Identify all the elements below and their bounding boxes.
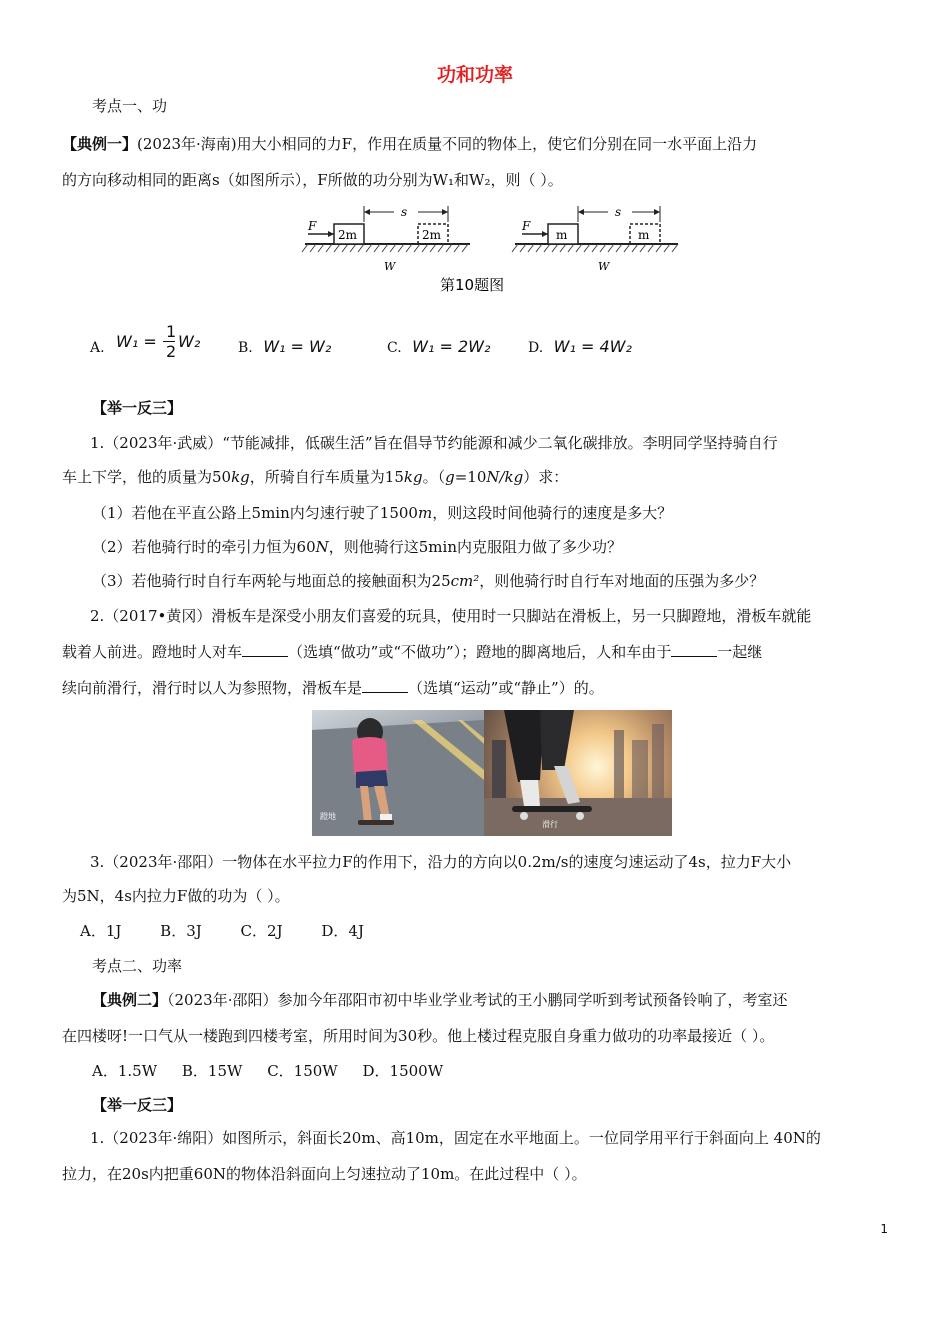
block-2m-end-label: 2m xyxy=(422,228,442,242)
option-a-denominator: 2 xyxy=(166,342,177,361)
option-a-letter: A. xyxy=(90,340,105,356)
section-heading-work: 考点一、功 xyxy=(92,97,168,115)
q3-option-a: A．1J xyxy=(80,922,122,940)
force-label-left: F xyxy=(308,219,317,233)
practice2-line2: 拉力，在20s内把重60N的物体沿斜面向上匀速拉动了10m。在此过程中（ ）。 xyxy=(62,1165,587,1183)
example2-text1: （2023年·邵阳）参加今年邵阳市初中毕业学业考试的王小鹏同学听到考试预备铃响了，考室还 xyxy=(167,991,788,1009)
force-label-right: F xyxy=(522,219,531,233)
distance-label-left: s xyxy=(401,205,408,219)
photo-glide xyxy=(484,710,672,836)
option-b-formula: W₁ = W₂ xyxy=(263,337,332,356)
q1-line2: 车上下学，他的质量为50kg，所骑自行车质量为15kg。（g=10N/kg）求： xyxy=(62,468,569,486)
block-2m-start-label: 2m xyxy=(338,228,358,242)
q3-option-c: C．2J xyxy=(240,922,283,940)
example2-option-c: C．150W xyxy=(267,1062,338,1080)
example2-options xyxy=(92,1061,443,1081)
q3-option-b: B．3J xyxy=(160,922,202,940)
example2-line1 xyxy=(92,990,787,1010)
option-b-letter: B. xyxy=(238,340,253,356)
option-a-formula-left: W₁ = xyxy=(116,332,157,351)
q1-line1: 1.（2023年·武威）“节能减排，低碳生活”旨在倡导节约能源和减少二氧化碳排放。李明同学坚持骑自行 xyxy=(90,434,778,452)
q2-line1: 2.（2017•黄冈）滑板车是深受小朋友们喜爱的玩具，使用时一只脚站在滑板上，另一只脚蹬地，滑板车就能 xyxy=(90,607,812,625)
option-d-formula: W₁ = 4W₂ xyxy=(553,337,632,356)
example1-tag: 【典例一】 xyxy=(62,135,138,153)
q3-options xyxy=(80,921,364,941)
option-c-letter: C. xyxy=(387,340,402,356)
work-label-right: W xyxy=(598,260,610,273)
figure-caption: 第10题图 xyxy=(440,276,505,294)
page-number: 1 xyxy=(880,1222,888,1236)
q2-line2: 载着人前进。蹬地时人对车 （选填“做功”或“不做功”）；蹬地的脚离地后，人和车由于 一起继 xyxy=(62,643,763,661)
answer-blank-1[interactable] xyxy=(242,642,288,657)
example2-option-b: B．15W xyxy=(181,1062,243,1080)
q2-line3: 续向前滑行，滑行时以人为参照物，滑板车是 （选填“运动”或“静止”）的。 xyxy=(62,679,604,697)
distance-label-right: s xyxy=(615,205,622,219)
q3-line2: 为5N，4s内拉力F做的功为（ ）。 xyxy=(62,887,290,905)
q3-option-d: D．4J xyxy=(321,922,364,940)
block-m-end-label: m xyxy=(638,228,650,242)
example2-line2: 在四楼呀!一口气从一楼跑到四楼考室，所用时间为30秒。他上楼过程克服自身重力做功的功率最接近（ ）。 xyxy=(62,1027,775,1045)
example2-option-a: A．1.5W xyxy=(92,1062,158,1080)
example1-figure xyxy=(300,200,680,300)
option-c xyxy=(387,337,490,356)
page-title: 功和功率 xyxy=(436,64,513,86)
option-d xyxy=(528,337,632,356)
example1-line1 xyxy=(62,134,757,154)
practice1-heading: 【举一反三】 xyxy=(92,399,183,417)
photo-left-label: 蹬地 xyxy=(320,812,336,821)
q3-line1: 3.（2023年·邵阳）一物体在水平拉力F的作用下，沿力的方向以0.2m/s的速度匀速运动了4s，拉力F大小 xyxy=(90,853,792,871)
answer-blank-3[interactable] xyxy=(362,678,408,693)
work-label-left: W xyxy=(384,260,396,273)
section-heading-power: 考点二、功率 xyxy=(92,957,183,975)
practice2-line1: 1.（2023年·绵阳）如图所示，斜面长20m、高10m，固定在水平地面上。一位同学用平行于斜面向上 40N的 xyxy=(90,1129,821,1147)
option-c-formula: W₁ = 2W₂ xyxy=(412,337,491,356)
block-m-start-label: m xyxy=(556,228,568,242)
example1-line2: 的方向移动相同的距离s（如图所示），F所做的功分别为W₁和W₂，则（ ）。 xyxy=(62,171,563,189)
example1-text1: (2023年·海南)用大小相同的力F，作用在质量不同的物体上，使它们分别在同一水平面上沿力 xyxy=(137,135,758,153)
photo-kick-ground xyxy=(312,710,484,836)
photo-right-label: 滑行 xyxy=(542,820,558,829)
q1-sub3: （3）若他骑行时自行车两轮与地面总的接触面积为25cm²，则他骑行时自行车对地面的压强为多少？ xyxy=(92,572,765,590)
option-a-formula-right: W₂ xyxy=(178,332,201,351)
option-d-letter: D. xyxy=(528,340,544,356)
practice2-heading: 【举一反三】 xyxy=(92,1096,183,1114)
example2-option-d: D．1500W xyxy=(362,1062,444,1080)
option-a-numerator: 1 xyxy=(166,322,177,341)
option-b xyxy=(238,337,331,356)
q1-sub1: （1）若他在平直公路上5min内匀速行驶了1500m，则这段时间他骑行的速度是多大？ xyxy=(92,504,673,522)
q1-sub2: （2）若他骑行时的牵引力恒为60N，则他骑行这5min内克服阻力做了多少功？ xyxy=(92,538,622,556)
answer-blank-2[interactable] xyxy=(671,642,717,657)
example2-tag: 【典例二】 xyxy=(92,991,168,1009)
